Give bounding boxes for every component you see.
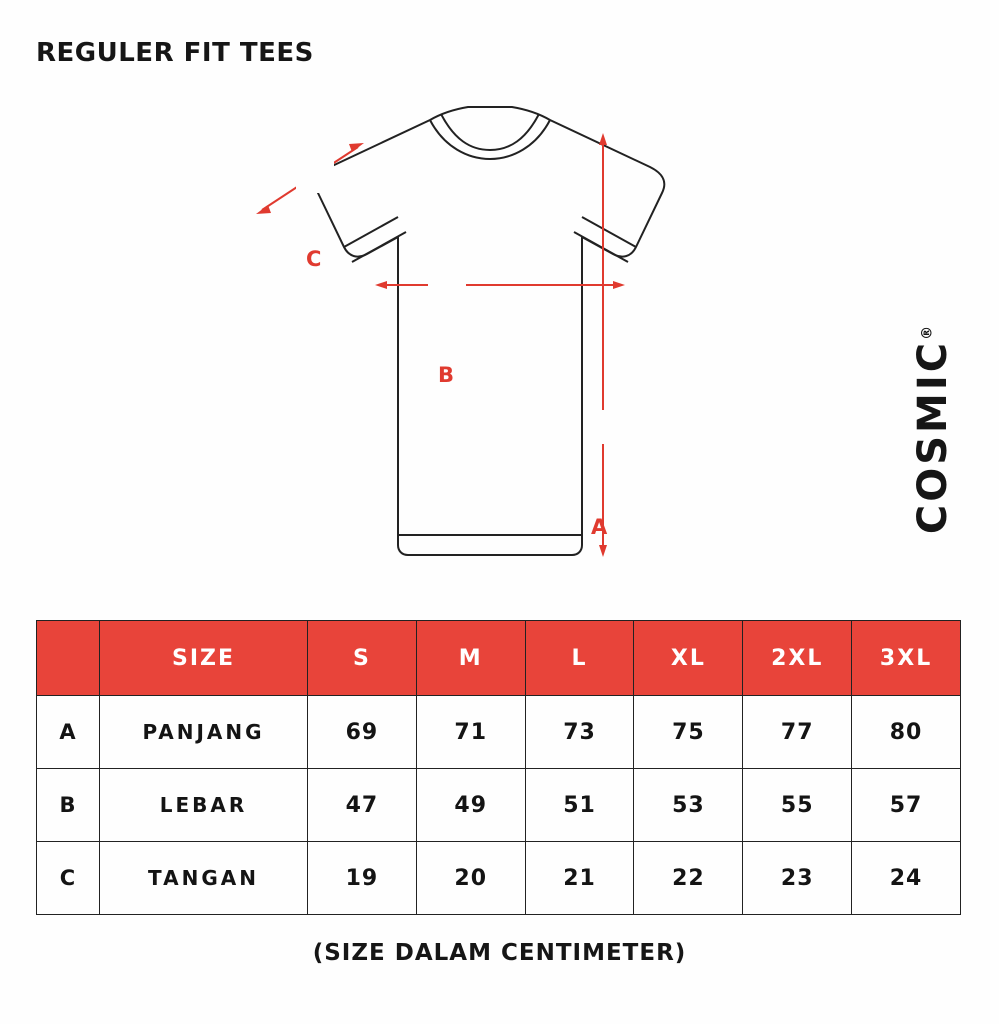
header-code (37, 621, 100, 696)
size-table-head (37, 621, 961, 696)
row-code-b: B (37, 769, 100, 842)
header-3xl: 3XL (852, 621, 961, 696)
tshirt-illustration (230, 95, 750, 575)
cell-panjang-xl: 75 (634, 696, 743, 769)
cell-tangan-2xl: 23 (743, 842, 852, 915)
cell-lebar-2xl: 55 (743, 769, 852, 842)
brand-logo (901, 300, 965, 560)
cell-lebar-xl: 53 (634, 769, 743, 842)
cell-panjang-l: 73 (525, 696, 634, 769)
table-row (37, 696, 961, 769)
row-name-panjang: PANJANG (100, 696, 308, 769)
header-2xl: 2XL (743, 621, 852, 696)
header-s: S (308, 621, 417, 696)
size-table-wrapper (36, 620, 961, 915)
cell-lebar-s: 47 (308, 769, 417, 842)
cell-lebar-l: 51 (525, 769, 634, 842)
cell-panjang-m: 71 (416, 696, 525, 769)
table-row (37, 769, 961, 842)
size-table (36, 620, 961, 915)
cell-panjang-2xl: 77 (743, 696, 852, 769)
header-size: SIZE (100, 621, 308, 696)
cell-panjang-3xl: 80 (852, 696, 961, 769)
row-code-a: A (37, 696, 100, 769)
cell-panjang-s: 69 (308, 696, 417, 769)
brand-name: COSMIC (910, 339, 956, 535)
measure-label-b: B (438, 363, 455, 387)
header-l: L (525, 621, 634, 696)
tshirt-diagram (230, 95, 750, 575)
cell-lebar-3xl: 57 (852, 769, 961, 842)
header-m: M (416, 621, 525, 696)
row-name-tangan: TANGAN (100, 842, 308, 915)
table-header-row (37, 621, 961, 696)
row-name-lebar: LEBAR (100, 769, 308, 842)
cell-tangan-m: 20 (416, 842, 525, 915)
cell-tangan-l: 21 (525, 842, 634, 915)
cell-tangan-s: 19 (308, 842, 417, 915)
registered-mark-icon: ® (919, 325, 936, 340)
measure-label-a: A (591, 515, 608, 539)
cell-lebar-m: 49 (416, 769, 525, 842)
table-row (37, 842, 961, 915)
unit-footnote: (SIZE DALAM CENTIMETER) (312, 940, 687, 966)
row-code-c: C (37, 842, 100, 915)
header-xl: XL (634, 621, 743, 696)
measure-label-c: C (306, 247, 322, 271)
cell-tangan-3xl: 24 (852, 842, 961, 915)
cell-tangan-xl: 22 (634, 842, 743, 915)
page-title: REGULER FIT TEES (36, 38, 314, 68)
size-table-body (37, 696, 961, 915)
